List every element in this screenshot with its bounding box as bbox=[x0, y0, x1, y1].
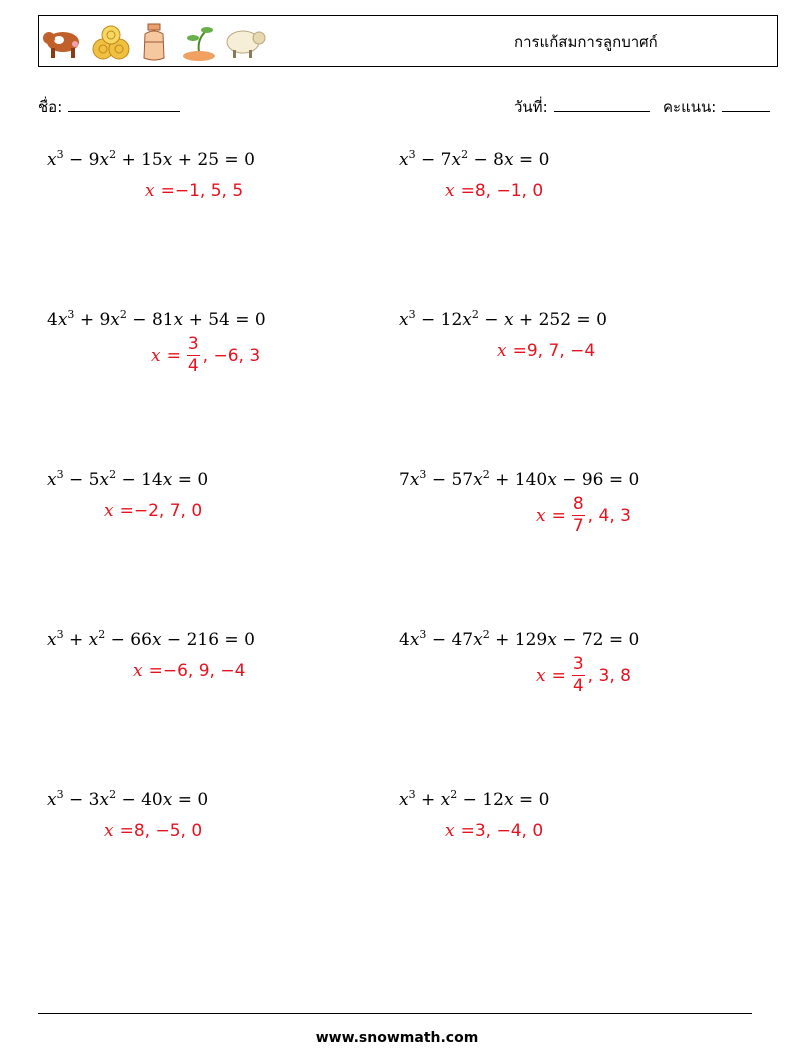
problem-answer: x = −6 , 9 , −4 bbox=[133, 661, 246, 681]
name-blank[interactable] bbox=[68, 110, 180, 112]
problem-equation: $x^3 + x^2 - 12x = 0$ bbox=[399, 788, 550, 810]
hay-bale-icon bbox=[89, 22, 133, 62]
problem-equation: $x^3 - 9x^2 + 15x + 25 = 0$ bbox=[47, 148, 255, 170]
fraction: $\frac{3}{4}$ bbox=[572, 654, 584, 696]
date-blank[interactable] bbox=[554, 110, 650, 112]
score-field bbox=[663, 95, 770, 119]
problem-answer: x = $\frac{8}{7}$ , 4 , 3 bbox=[536, 494, 631, 536]
problem-answer: x = −1 , 5 , 5 bbox=[145, 181, 244, 201]
problem-equation: $x^3 - 3x^2 - 40x = 0$ bbox=[47, 788, 209, 810]
footer-url[interactable]: www.snowmath.com bbox=[315, 1030, 479, 1046]
problem-equation: $4x^3 - 47x^2 + 129x - 72 = 0$ bbox=[399, 628, 640, 650]
problem-equation: $4x^3 + 9x^2 - 81x + 54 = 0$ bbox=[47, 308, 266, 330]
date-field bbox=[514, 95, 650, 119]
score-blank[interactable] bbox=[722, 110, 770, 112]
problem-answer: x = $\frac{3}{4}$ , 3 , 8 bbox=[536, 654, 631, 696]
fraction: $\frac{3}{4}$ bbox=[187, 334, 199, 376]
name-label: ชื่อ: bbox=[38, 98, 63, 116]
name-field bbox=[38, 95, 180, 119]
worksheet-header bbox=[38, 15, 778, 67]
problem-answer: x = 3 , −4 , 0 bbox=[445, 821, 544, 841]
problem-equation: $x^3 - 12x^2 - x + 252 = 0$ bbox=[399, 308, 607, 330]
cow-icon bbox=[41, 22, 85, 62]
sprout-icon bbox=[179, 22, 219, 62]
problem-answer: x = $\frac{3}{4}$ , −6 , 3 bbox=[151, 334, 261, 376]
worksheet-title: การแก้สมการลูกบาศก์ bbox=[514, 33, 658, 51]
date-label: วันที่: bbox=[514, 98, 548, 116]
milk-jug-icon bbox=[139, 22, 169, 62]
problem-answer: x = −2 , 7 , 0 bbox=[104, 501, 203, 521]
score-label: คะแนน: bbox=[663, 98, 717, 116]
problem-answer: x = 8 , −1 , 0 bbox=[445, 181, 544, 201]
problem-equation: $x^3 - 5x^2 - 14x = 0$ bbox=[47, 468, 209, 490]
problem-equation: $x^3 + x^2 - 66x - 216 = 0$ bbox=[47, 628, 255, 650]
problem-answer: x = 9 , 7 , −4 bbox=[497, 341, 596, 361]
problem-equation: $x^3 - 7x^2 - 8x = 0$ bbox=[399, 148, 550, 170]
problem-answer: x = 8 , −5 , 0 bbox=[104, 821, 203, 841]
problem-equation: $7x^3 - 57x^2 + 140x - 96 = 0$ bbox=[399, 468, 640, 490]
footer-divider bbox=[38, 1013, 752, 1014]
sheep-icon bbox=[223, 22, 267, 62]
fraction: $\frac{8}{7}$ bbox=[572, 494, 584, 536]
